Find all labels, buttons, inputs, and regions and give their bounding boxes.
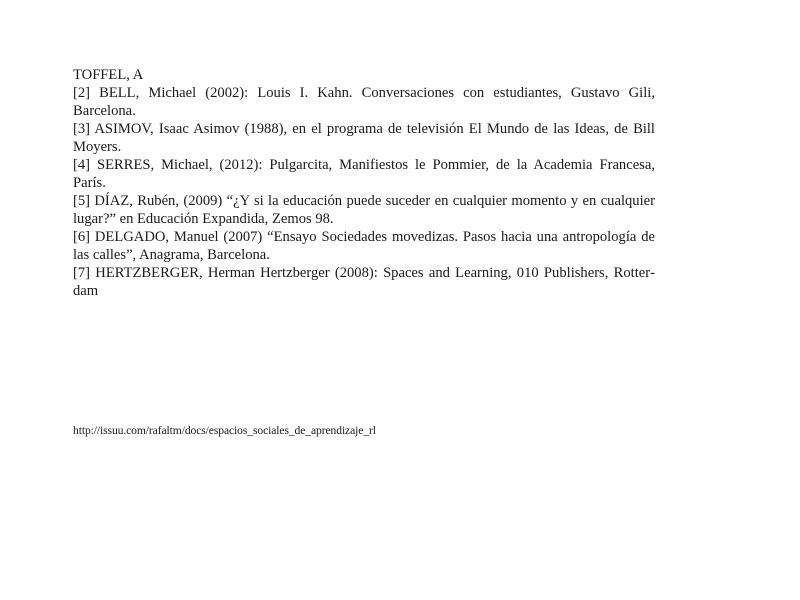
- reference-heading: TOFFEL, A: [73, 67, 144, 83]
- reference-item-2: [2] BELL, Michael (2002): Louis I. Kahn. Conversaciones con estudiantes, Gustavo Gili, Barcelona.: [73, 85, 655, 119]
- references-list: [73, 66, 655, 300]
- source-url: http://issuu.com/rafaltm/docs/espacios_sociales_de_aprendizaje_rl: [73, 424, 376, 437]
- reference-item-3: [3] ASIMOV, Isaac Asimov (1988), en el programa de televisión El Mundo de las Ideas, de Bill Moyers.: [73, 121, 655, 155]
- reference-item-5: [5] DÍAZ, Rubén, (2009) “¿Y si la educación puede suceder en cualquier momento y en cualquier lugar?” en Educación Expandida, Zemos 98.: [73, 193, 655, 227]
- reference-item-7: [7] HERTZBERGER, Herman Hertzberger (2008): Spaces and Learning, 010 Publishers, Rotterdam: [73, 265, 655, 299]
- reference-item-4: [4] SERRES, Michael, (2012): Pulgarcita, Manifiestos le Pommier, de la Academia Francesa, París.: [73, 157, 655, 191]
- reference-item-6: [6] DELGADO, Manuel (2007) “Ensayo Sociedades movedizas. Pasos hacia una antropología de las calles”, Anagrama, Barcelona.: [73, 229, 655, 263]
